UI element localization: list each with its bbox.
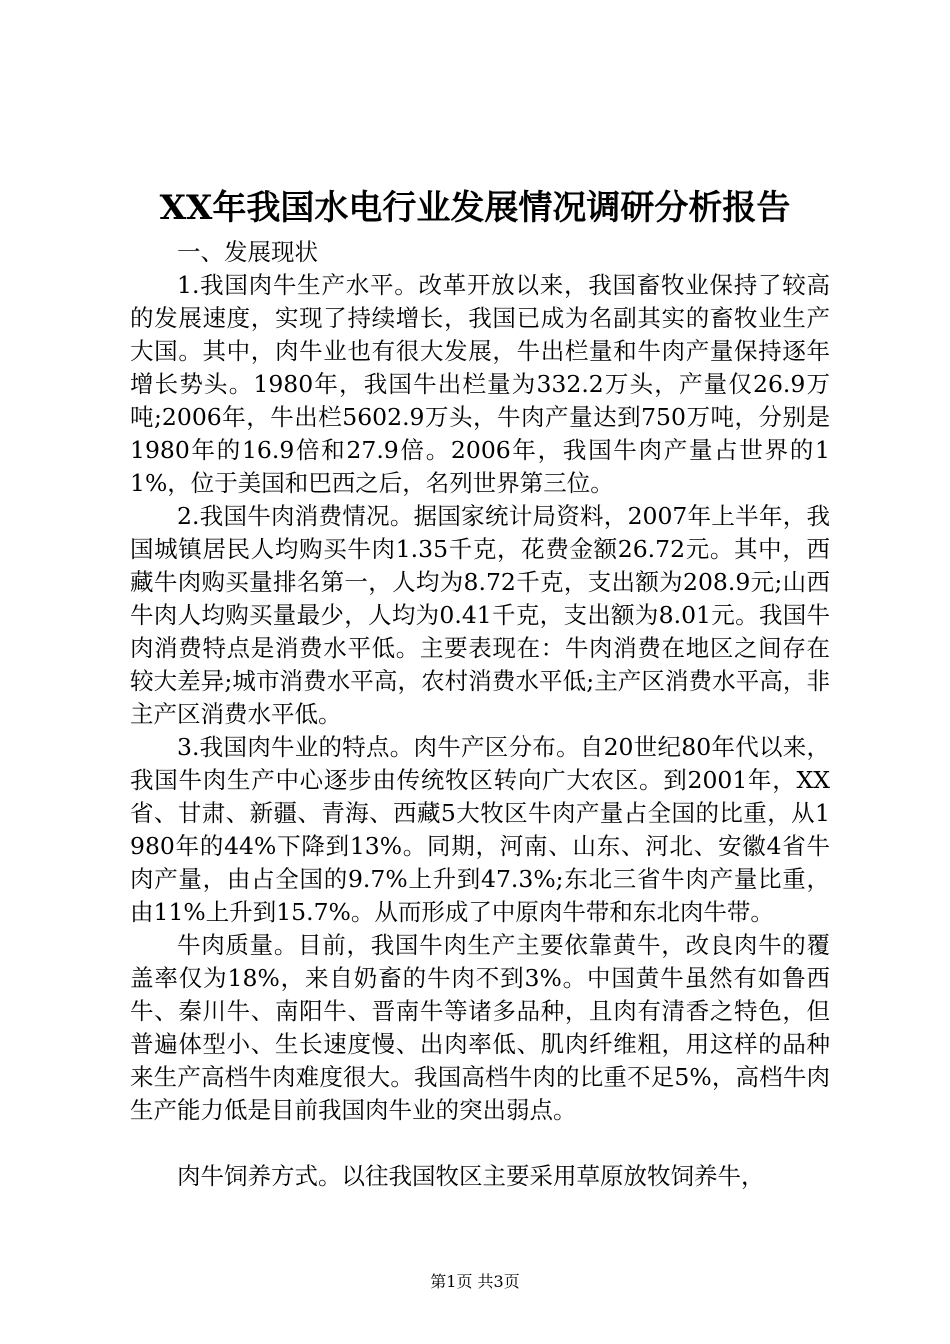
paragraph-beef-quality: 牛肉质量。目前，我国牛肉生产主要依靠黄牛，改良肉牛的覆盖率仅为18%，来自奶畜的牛肉不到3%。中国黄牛虽然有如鲁西牛、秦川牛、南阳牛、晋南牛等诸多品种，且肉有清香之特色，但普遍体型小、生长速度慢、出肉率低、肌肉纤维粗，用这样的品种来生产高档牛肉难度很大。我国高档牛肉的比重不足5%，高档牛肉生产能力低是目前我国肉牛业的突出弱点。 — [130, 931, 830, 1124]
paragraph-production-level: 1.我国肉牛生产水平。改革开放以来，我国畜牧业保持了较高的发展速度，实现了持续增长，我国已成为名副其实的畜牧业生产大国。其中，肉牛业也有很大发展，牛出栏量和牛肉产量保持逐年增长势头。1980年，我国牛出栏量为332.2万头，产量仅26.9万吨;2006年，牛出栏5602.9万头，牛肉产量达到750万吨，分别是1980年的16.9倍和27.9倍。2006年，我国牛肉产量占世界的11%，位于美国和巴西之后，名列世界第三位。 — [130, 271, 830, 497]
paragraph-consumption: 2.我国牛肉消费情况。据国家统计局资料，2007年上半年，我国城镇居民人均购买牛肉1.35千克，花费金额26.72元。其中，西藏牛肉购买量排名第一，人均为8.72千克，支出额为208.9元;山西牛肉人均购买量最少，人均为0.41千克，支出额为8.01元。我国牛肉消费特点是消费水平低。主要表现在：牛肉消费在地区之间存在较大差异;城市消费水平高，农村消费水平低;主产区消费水平高，非主产区消费水平低。 — [130, 502, 830, 728]
paragraph-feeding-method: 肉牛饲养方式。以往我国牧区主要采用草原放牧饲养牛， — [177, 1162, 765, 1190]
paragraph-industry-features: 3.我国肉牛业的特点。肉牛产区分布。自20世纪80年代以来，我国牛肉生产中心逐步由传统牧区转向广大农区。到2001年，XX省、甘肃、新疆、青海、西藏5大牧区牛肉产量占全国的比重，从1980年的44%下降到13%。同期，河南、山东、河北、安徽4省牛肉产量，由占全国的9.7%上升到47.3%;东北三省牛肉产量比重，由11%上升到15.7%。从而形成了中原肉牛带和东北肉牛带。 — [130, 733, 830, 926]
section-heading: 一、发展现状 — [177, 238, 318, 266]
page-title: XX年我国水电行业发展情况调研分析报告 — [159, 188, 791, 228]
document-body — [130, 236, 830, 1193]
page-footer: 第1页 共3页 — [430, 1272, 520, 1291]
